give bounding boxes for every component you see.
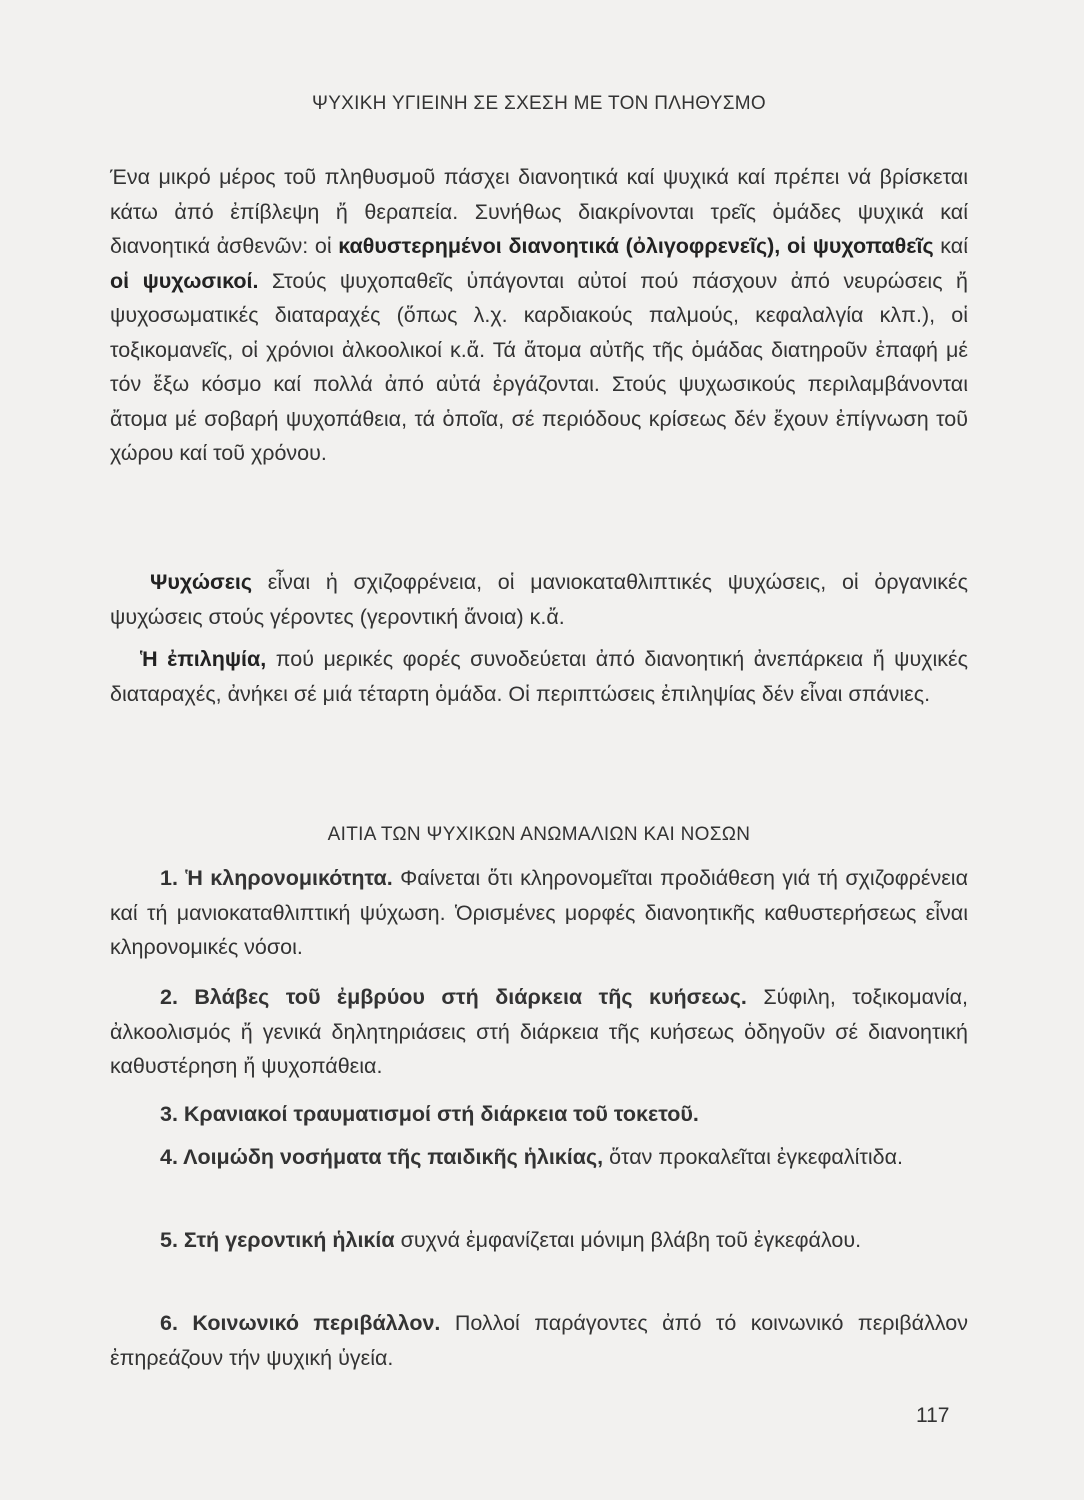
text-run: Ένα μικρό μέρος τοῦ πληθυσμοῦ πάσχει διανοητικά καί ψυχικά καί πρέπει νά βρίσκεται κάτω ἀπό ἐπίβλεψη ἤ θεραπεία. Συνήθως διακρίνονται τρεῖς ὁμάδες ψυχικά καί διανοητικά ἀσθενῶν: οἱ bbox=[110, 165, 968, 258]
paragraph-epilepsy bbox=[110, 642, 968, 711]
section-heading-causes: ΑΙΤΙΑ ΤΩΝ ΨΥΧΙΚΩΝ ΑΝΩΜΑΛΙΩΝ ΚΑΙ ΝΟΣΩΝ bbox=[327, 824, 751, 845]
paragraph-population-groups bbox=[110, 160, 968, 471]
list-item-old-age bbox=[110, 1223, 968, 1258]
item-title: 4. Λοιμώδη νοσήματα τῆς παιδικῆς ἡλικίας, bbox=[160, 1145, 604, 1169]
text-run: καί bbox=[933, 234, 968, 258]
item-text: ὅταν προκαλεῖται ἐγκεφαλίτιδα. bbox=[603, 1145, 904, 1169]
item-title: 2. Βλάβες τοῦ ἐμβρύου στή διάρκεια τῆς κυήσεως. bbox=[160, 985, 747, 1009]
item-text: Πολλοί παράγοντες ἀπό τό κοινωνικό περιβάλλον ἐπηρεάζουν τήν ψυχική ὑγεία. bbox=[110, 1311, 968, 1370]
list-item-infectious-diseases bbox=[110, 1140, 968, 1175]
item-text: Φαίνεται ὅτι κληρονομεῖται προδιάθεση γιά τή σχιζοφρένεια καί τή μανιοκαταθλιπτική ψύχωση. Ὁρισμένες μορφές διανοητικῆς καθυστερήσεως εἶναι κληρονομικές νόσοι. bbox=[110, 866, 968, 959]
text-run: Στούς ψυχοπαθεῖς ὑπάγονται αὐτοί πού πάσχουν ἀπό νευρώσεις ἤ ψυχοσωματικές διαταραχές (ὅπως λ.χ. καρδιακούς παλμούς, κεφαλαλγία κλπ.), οἱ τοξικομανεῖς, οἱ χρόνιοι ἀλκοολικοί κ.ἄ. Τά ἄτομα αὐτῆς τῆς ὁμάδας διατηροῦν ἐπαφή μέ τόν ἔξω κόσμο καί πολλά ἀπό αὐτά ἐργάζονται. Στούς ψυχωσικούς περιλαμβάνονται ἄτομα μέ σοβαρή ψυχοπάθεια, τά ὁποῖα, σέ περιόδους κρίσεως δέν ἔχουν ἐπίγνωση τοῦ χώρου καί τοῦ χρόνου. bbox=[110, 268, 968, 465]
document-page bbox=[110, 0, 968, 1500]
list-item-social-environment bbox=[110, 1306, 968, 1375]
item-title: 5. Στή γεροντική ἡλικία bbox=[160, 1228, 395, 1252]
section-heading-mental-hygiene: ΨΥΧΙΚΗ ΥΓΙΕΙΝΗ ΣΕ ΣΧΕΣΗ ΜΕ ΤΟΝ ΠΛΗΘΥΣΜΟ bbox=[312, 93, 766, 114]
bold-term: οἱ ψυχωσικοί. bbox=[110, 268, 259, 293]
item-title: 1. Ἡ κληρονομικότητα. bbox=[160, 866, 393, 890]
item-title: 6. Κοινωνικό περιβάλλον. bbox=[160, 1311, 441, 1335]
page-number: 117 bbox=[916, 1404, 950, 1427]
bold-term: Ψυχώσεις bbox=[150, 570, 253, 594]
paragraph-psychoses bbox=[110, 565, 968, 634]
bold-term: Ἡ ἐπιληψία, bbox=[140, 647, 267, 671]
text-run: πού μερικές φορές συνοδεύεται ἀπό διανοητική ἀνεπάρκεια ἤ ψυχικές διαταραχές, ἀνήκει σέ μιά τέταρτη ὁμάδα. Οἱ περιπτώσεις ἐπιληψίας δέν εἶναι σπάνιες. bbox=[110, 647, 968, 706]
list-item-heredity bbox=[110, 861, 968, 965]
list-item-fetal-damage bbox=[110, 980, 968, 1084]
item-text: Σύφιλη, τοξικομανία, ἀλκοολισμός ἤ γενικά δηλητηριάσεις στή διάρκεια τῆς κυήσεως ὁδηγοῦν σέ διανοητική καθυστέρηση ἤ ψυχοπάθεια. bbox=[110, 985, 968, 1078]
item-title: 3. Κρανιακοί τραυματισμοί στή διάρκεια τοῦ τοκετοῦ. bbox=[160, 1102, 699, 1126]
text-run: εἶναι ἡ σχιζοφρένεια, οἱ μανιοκαταθλιπτικές ψυχώσεις, οἱ ὀργανικές ψυχώσεις στούς γέροντες (γεροντική ἄνοια) κ.ἄ. bbox=[110, 570, 968, 629]
bold-term: καθυστερημένοι διανοητικά (ὀλιγοφρενεῖς), οἱ ψυχοπαθεῖς bbox=[338, 234, 934, 258]
list-item-cranial-injuries bbox=[110, 1097, 968, 1132]
item-text: συχνά ἐμφανίζεται μόνιμη βλάβη τοῦ ἐγκεφάλου. bbox=[394, 1228, 862, 1252]
